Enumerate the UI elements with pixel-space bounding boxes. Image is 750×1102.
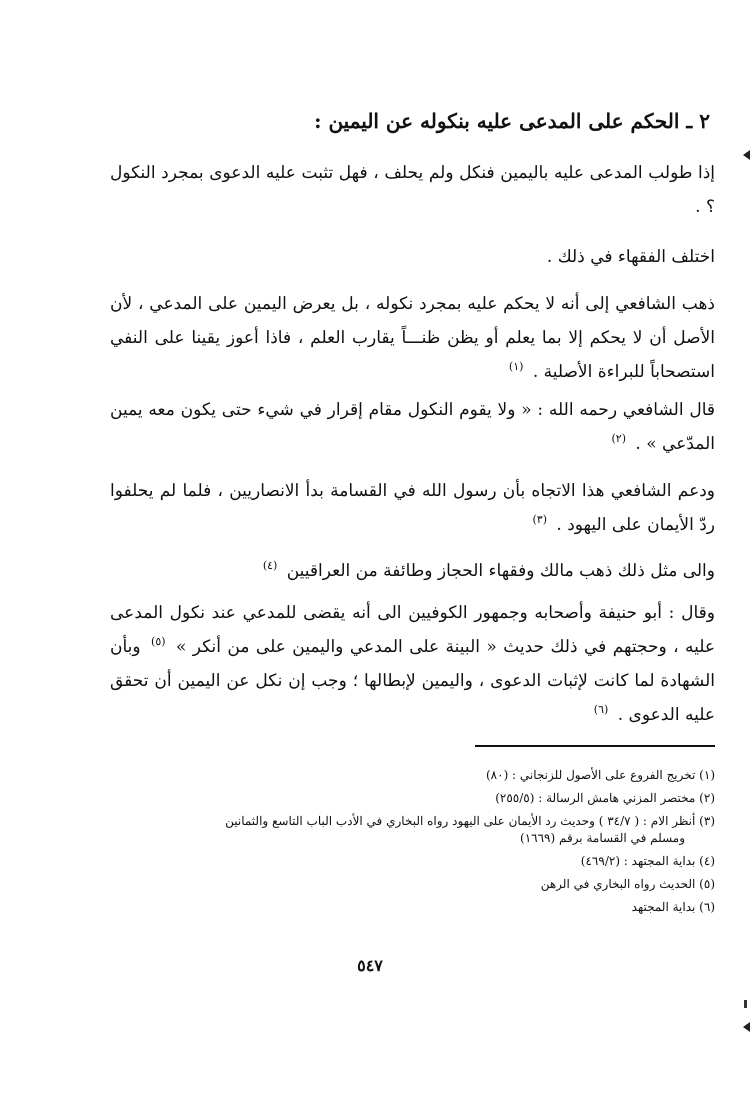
scan-edge-dot-icon [744,1000,747,1008]
paragraph-hanafi-text-2: وبأن الشهادة لما كانت لإثبات الدعوى ، واليمين لإبطالها ؛ وجب إن نكل عن اليمين أن تحقق عليه الدعوى . [110,637,715,725]
paragraph-shafii-quote [110,393,715,461]
paragraph-similar-text: والى مثل ذلك ذهب مالك وفقهاء الحجاز وطائفة من العراقيين [286,561,715,581]
scan-edge-mark-icon [743,1022,750,1032]
paragraph-shafii-support [110,474,715,542]
footnote-ref-5: (٥) [151,635,166,649]
footnote-3: (٣) أنظر الام : ( ٣٤/٧ ) وحديث رد الأيمان على اليهود رواه البخاري في الأدب الباب التاسع والثمانين [225,814,715,828]
footnote-ref-1: (١) [508,360,524,374]
footnotes [60,768,715,923]
scan-edge-mark-icon [743,150,750,160]
paragraph-disagreement [110,240,715,274]
page-number: ٥٤٧ [357,956,383,975]
footnote-2: (٢) مختصر المزني هامش الرسالة : (٢٥٥/٥) [495,791,715,805]
paragraph-quote-text: قال الشافعي رحمه الله : « ولا يقوم النكول مقام إقرار في شيء حتى يكون معه يمين المدّعي » . [110,400,715,454]
paragraph-maliki-view [110,554,715,588]
footnote-ref-3: (٣) [532,513,547,527]
footnote-5: (٥) الحديث رواه البخاري في الرهن [540,877,715,891]
paragraph-hanafi-text-1: وقال : أبو حنيفة وأصحابه وجمهور الكوفيين الى أنه يقضى للمدعي عند نكول المدعى عليه ، وحجتهم في ذلك حديث « البينة على المدعي واليمين على من أنكر » [110,603,715,657]
paragraph-intro [110,156,715,224]
paragraph-disagreement-text: اختلف الفقهاء في ذلك . [546,247,715,267]
footnote-ref-4: (٤) [262,559,278,573]
paragraph-intro-text: إذا طولب المدعى عليه باليمين فنكل ولم يحلف ، فهل تثبت عليه الدعوى بمجرد النكول ؟ . [110,163,715,217]
footnote-ref-2: (٢) [611,432,626,446]
footnote-6: (٦) بداية المجتهد [631,900,715,914]
paragraph-hanafi-view [110,596,715,732]
paragraph-shafii-text: ذهب الشافعي إلى أنه لا يحكم عليه بمجرد نكوله ، بل يعرض اليمين على المدعي ، لأن الأصل أن لا يحكم إلا بما يعلم أو يظن ظنـــاً يقارب العلم ، فاذا أعوز يقينا على النفي استصحاباً للبراءة الأصلية . [110,294,715,382]
footnote-1: (١) تخريج الفروع على الأصول للزنجاني : (٨٠) [485,768,715,782]
paragraph-shafii-view [110,287,715,389]
footnote-3-continued: ومسلم في القسامة برقم (١٦٦٩) [520,831,685,845]
section-heading: ٢ ـ الحكم على المدعى عليه بنكوله عن اليمين : [314,109,710,133]
footnote-divider [475,745,715,747]
footnote-ref-6: (٦) [593,703,609,717]
footnote-4: (٤) بداية المجتهد : (٤٦٩/٢) [580,854,715,868]
paragraph-support-text: ودعم الشافعي هذا الاتجاه بأن رسول الله في القسامة بدأ الانصاريين ، فلما لم يحلفوا ردّ الأيمان على اليهود . [110,481,715,535]
